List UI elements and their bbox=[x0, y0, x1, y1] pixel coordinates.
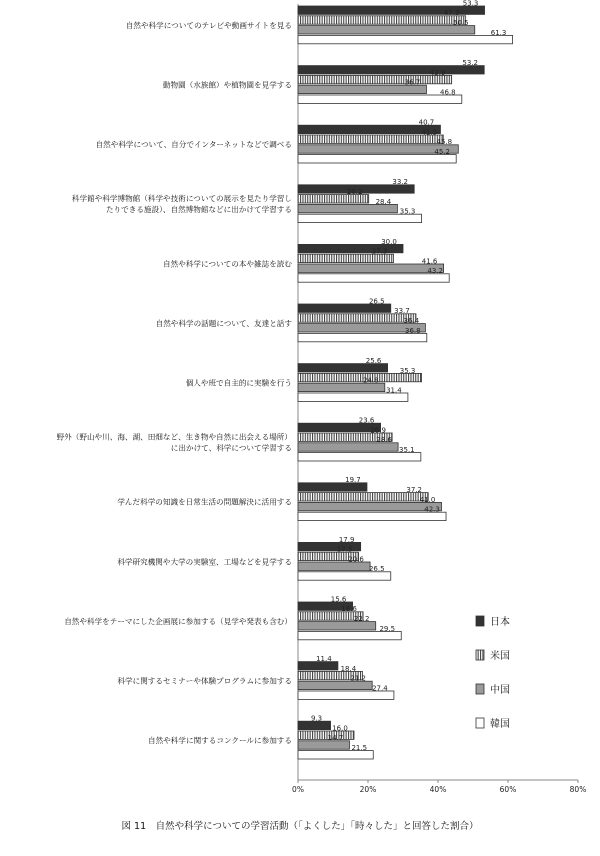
value-label: 20.6 bbox=[348, 555, 364, 564]
value-label: 11.4 bbox=[316, 655, 332, 663]
value-label: 17.3 bbox=[336, 545, 353, 554]
value-label: 21.5 bbox=[351, 744, 368, 752]
bar-韓国 bbox=[298, 155, 456, 163]
value-label: 53.3 bbox=[462, 0, 479, 8]
category-label: たりできる施設）、自然博物館などに出かけて学習する bbox=[105, 205, 292, 215]
figure-caption: 図 11 自然や科学についての学習活動（「よくした」「時々した」と回答した割合） bbox=[121, 821, 479, 832]
x-tick-label: 80% bbox=[569, 785, 587, 794]
bar-米国 bbox=[298, 75, 452, 83]
legend-swatch-米国 bbox=[476, 650, 484, 660]
value-label: 16.0 bbox=[332, 724, 348, 733]
value-label: 26.9 bbox=[370, 426, 386, 435]
value-label: 19.7 bbox=[345, 476, 361, 485]
category-label: 科学研究機関や大学の実験室、工場などを見学する bbox=[117, 557, 292, 567]
legend-swatch-中国 bbox=[476, 684, 484, 694]
value-label: 61.3 bbox=[490, 28, 507, 37]
value-label: 17.9 bbox=[338, 535, 355, 544]
x-tick-label: 60% bbox=[499, 785, 517, 794]
legend-swatch-日本 bbox=[476, 616, 484, 626]
value-label: 28.4 bbox=[375, 197, 392, 206]
category-label: 学んだ科学の知識を日常生活の問題解決に活用する bbox=[117, 497, 292, 507]
category-label: 自然や科学の話題について、友達と話す bbox=[155, 318, 292, 328]
value-label: 41.6 bbox=[421, 257, 438, 266]
value-label: 29.5 bbox=[379, 624, 396, 633]
value-label: 36.4 bbox=[403, 317, 420, 325]
x-tick-label: 0% bbox=[292, 785, 304, 794]
category-label: 野外（野山や川、海、湖、田畑など、生き物や自然に出会える場所） bbox=[56, 432, 292, 442]
value-label: 9.3 bbox=[310, 714, 323, 723]
value-label: 35.3 bbox=[399, 207, 416, 216]
value-label: 27.3 bbox=[371, 247, 388, 256]
legend-label: 韓国 bbox=[490, 719, 510, 730]
bar-米国 bbox=[298, 16, 466, 24]
value-label: 50.5 bbox=[452, 19, 469, 27]
value-label: 18.4 bbox=[340, 664, 357, 673]
category-label: 自然や科学についての本や雑誌を読む bbox=[163, 259, 292, 269]
value-label: 20.2 bbox=[346, 188, 363, 196]
bar-韓国 bbox=[298, 95, 462, 103]
value-label: 18.6 bbox=[341, 605, 357, 614]
value-label: 22.2 bbox=[353, 615, 370, 623]
value-label: 30.0 bbox=[381, 237, 397, 246]
value-label: 35.1 bbox=[399, 446, 415, 454]
value-label: 37.2 bbox=[406, 486, 422, 494]
category-label: 科学館や科学博物館（科学や技術についての展示を見たり学習し bbox=[71, 194, 292, 204]
value-label: 26.5 bbox=[368, 297, 385, 306]
value-label: 40.7 bbox=[418, 118, 435, 127]
x-tick-label: 20% bbox=[359, 785, 377, 794]
value-label: 23.6 bbox=[358, 416, 375, 425]
value-label: 45.2 bbox=[434, 148, 450, 156]
category-label: に出かけて、科学について学習する bbox=[170, 443, 292, 453]
value-label: 53.2 bbox=[462, 59, 478, 67]
legend-label: 中国 bbox=[490, 685, 510, 696]
bar-中国 bbox=[298, 26, 475, 34]
value-label: 41.5 bbox=[421, 128, 438, 137]
value-label: 36.7 bbox=[404, 78, 421, 87]
value-label: 43.9 bbox=[429, 68, 446, 77]
category-label: 自然や科学をテーマにした企画展に参加する（見学や発表も含む） bbox=[64, 616, 292, 626]
value-label: 14.7 bbox=[327, 734, 344, 743]
value-label: 45.8 bbox=[436, 138, 453, 147]
value-label: 15.6 bbox=[330, 595, 347, 604]
category-label: 自然や科学についてのテレビや動画サイトを見る bbox=[125, 20, 292, 30]
category-label: 自然や科学について、自分でインターネットなどで調べる bbox=[95, 140, 292, 150]
value-label: 47.9 bbox=[443, 9, 460, 18]
legend-label: 米国 bbox=[490, 651, 510, 662]
value-label: 33.2 bbox=[392, 178, 408, 187]
value-label: 31.4 bbox=[386, 386, 402, 395]
value-label: 27.4 bbox=[372, 684, 388, 693]
x-tick-label: 40% bbox=[429, 785, 447, 794]
bar-韓国 bbox=[298, 35, 513, 43]
category-label: 動物園（水族館）や植物園を見学する bbox=[162, 80, 292, 90]
value-label: 28.6 bbox=[376, 436, 392, 445]
value-label: 25.6 bbox=[365, 357, 382, 365]
value-label: 43.2 bbox=[427, 267, 443, 276]
value-label: 21.2 bbox=[350, 674, 366, 683]
value-label: 35.3 bbox=[399, 366, 416, 375]
category-label: 自然や科学に関するコンクールに参加する bbox=[148, 736, 292, 746]
value-label: 41.0 bbox=[419, 495, 436, 504]
legend-label: 日本 bbox=[490, 617, 510, 628]
value-label: 24.8 bbox=[363, 376, 379, 385]
category-label: 科学に関するセミナーや体験プログラムに参加する bbox=[117, 676, 292, 686]
legend-swatch-韓国 bbox=[476, 718, 484, 728]
category-label: 個人や班で自主的に実験を行う bbox=[185, 378, 292, 388]
value-label: 42.3 bbox=[424, 505, 440, 514]
value-label: 36.8 bbox=[405, 326, 421, 335]
value-label: 26.5 bbox=[368, 565, 385, 574]
value-label: 33.7 bbox=[394, 307, 410, 316]
value-label: 46.8 bbox=[440, 88, 456, 97]
bar-日本 bbox=[298, 66, 484, 74]
